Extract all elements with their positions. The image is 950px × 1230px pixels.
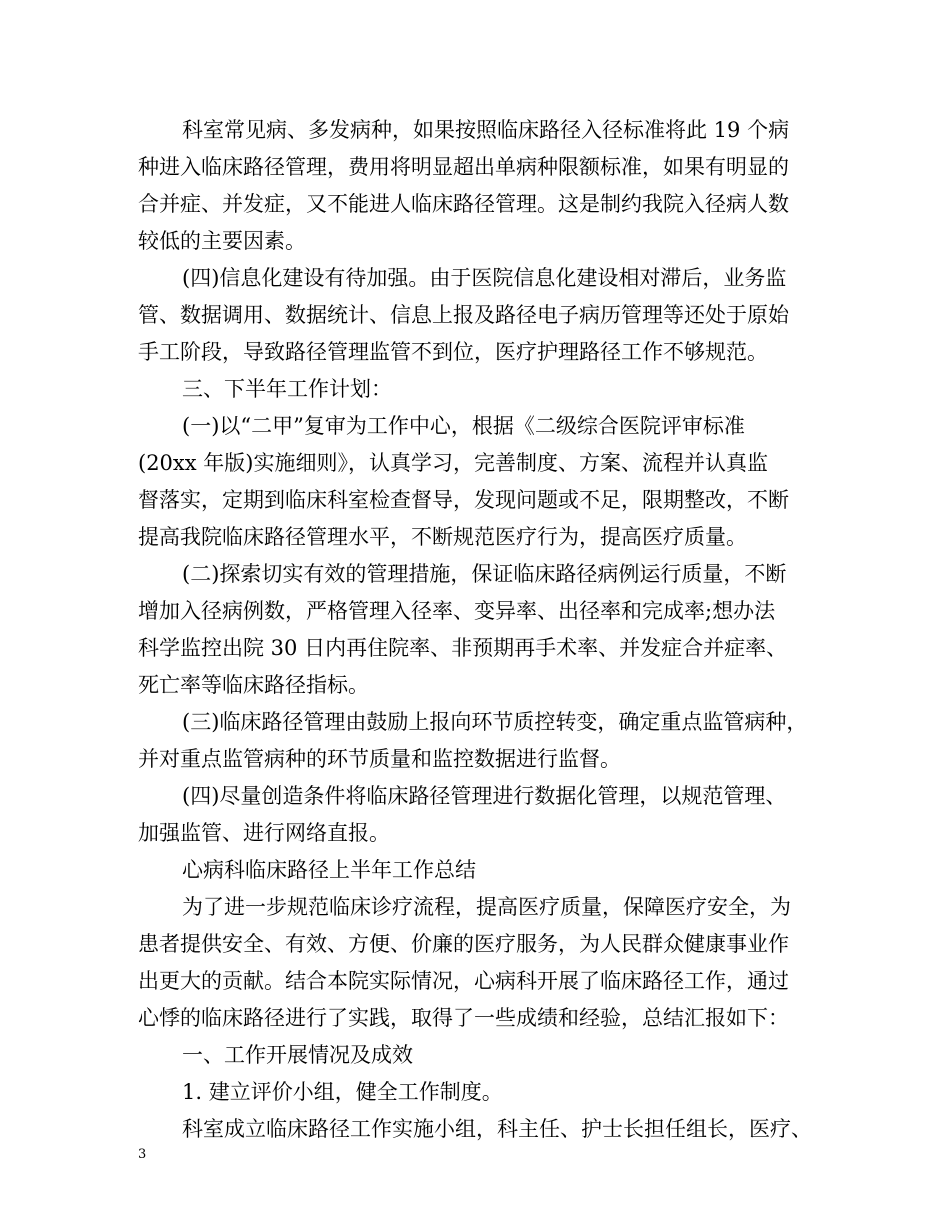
text-line: (四)尽量创造条件将临床路径管理进行数据化管理，以规范管理、: [182, 784, 787, 808]
text-line: (20xx 年版)实施细则》，认真学习，完善制度、方案、流程并认真监: [138, 451, 768, 475]
text-line: 心病科临床路径上半年工作总结: [182, 858, 476, 882]
text-line: 增加入径病例数，严格管理入径率、变异率、出径率和完成率;想办法: [138, 599, 776, 623]
text-line: 为了进一步规范临床诊疗流程，提高医疗质量，保障医疗安全，为: [182, 895, 791, 919]
text-line: 合并症、并发症，又不能进人临床路径管理。这是制约我院入径病人数: [138, 192, 789, 216]
text-line: 心悸的临床路径进行了实践，取得了一些成绩和经验，总结汇报如下：: [138, 1006, 789, 1030]
text-line: 手工阶段，导致路径管理监管不到位，医疗护理路径工作不够规范。: [138, 340, 768, 364]
text-line: 三、下半年工作计划：: [182, 377, 392, 401]
text-line: 科室常见病、多发病种，如果按照临床路径入径标准将此 19 个病: [182, 118, 790, 142]
text-line: 患者提供安全、有效、方便、价廉的医疗服务，为人民群众健康事业作: [138, 932, 789, 956]
text-line: 出更大的贡献。结合本院实际情况，心病科开展了临床路径工作，通过: [138, 969, 789, 993]
text-line: 督落实，定期到临床科室检查督导，发现问题或不足，限期整改，不断: [138, 488, 789, 512]
text-line: 科室成立临床路径工作实施小组，科主任、护士长担任组长，医疗、: [182, 1117, 812, 1141]
text-line: 并对重点监管病种的环节质量和监控数据进行监督。: [138, 747, 621, 771]
text-line: 科学监控出院 30 日内再住院率、非预期再手术率、并发症合并症率、: [138, 636, 788, 660]
text-line: (四)信息化建设有待加强。由于医院信息化建设相对滞后，业务监: [182, 266, 787, 290]
text-line: 死亡率等临床路径指标。: [138, 673, 369, 697]
text-line: 提高我院临床路径管理水平，不断规范医疗行为，提高医疗质量。: [138, 525, 747, 549]
text-line: 管、数据调用、数据统计、信息上报及路径电子病历管理等还处于原始: [138, 303, 789, 327]
text-line: 种进入临床路径管理，费用将明显超出单病种限额标准，如果有明显的: [138, 155, 789, 179]
page-number: 3: [138, 1147, 147, 1162]
text-line: 较低的主要因素。: [138, 229, 306, 253]
text-line: (三)临床路径管理由鼓励上报向环节质控转变，确定重点监管病种，: [182, 710, 808, 734]
text-line: (二)探索切实有效的管理措施，保证临床路径病例运行质量，不断: [182, 562, 787, 586]
text-line: (一)以“二甲”复审为工作中心，根据《二级综合医院评审标准: [182, 414, 745, 438]
text-line: 1. 建立评价小组，健全工作制度。: [182, 1080, 503, 1104]
document-body: [138, 112, 818, 1148]
text-line: 一、工作开展情况及成效: [182, 1043, 413, 1067]
text-line: 加强监管、进行网络直报。: [138, 821, 390, 845]
